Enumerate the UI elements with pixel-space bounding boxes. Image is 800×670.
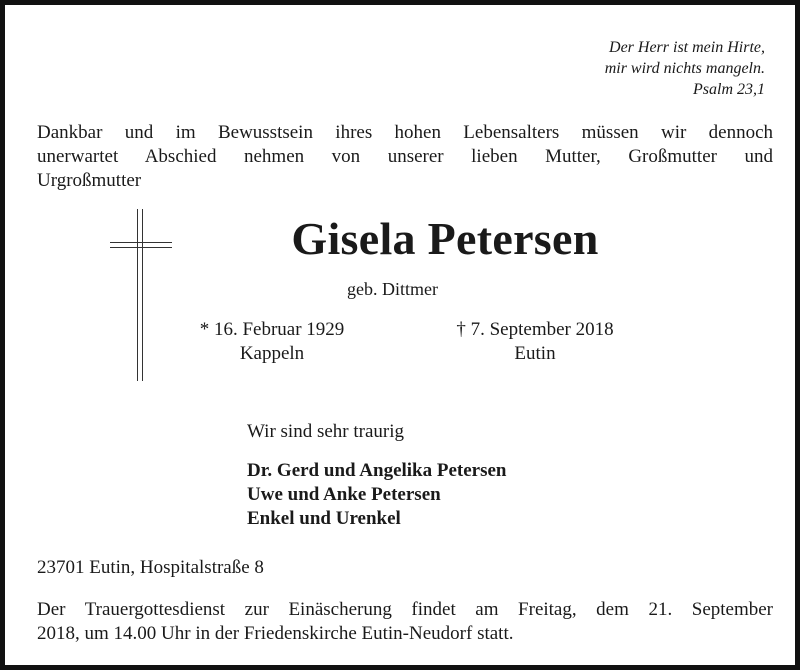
psalm-line-2: mir wird nichts mangeln. (604, 60, 765, 77)
service-line-2: 2018, um 14.00 Uhr in der Friedenskirche Eutin-Neudorf statt. (37, 623, 514, 644)
intro-text (37, 121, 773, 193)
service-line-1: Der Trauergottesdienst zur Einäscherung findet am Freitag, dem 21. September (37, 599, 773, 620)
deceased-name: Gisela Petersen (291, 213, 599, 264)
intro-line-3: Urgroßmutter (37, 170, 142, 191)
mourner-name: Uwe und Anke Petersen (247, 484, 441, 505)
mourner-name: Dr. Gerd und Angelika Petersen (247, 460, 507, 481)
mourners-list (247, 459, 507, 531)
psalm-quote (605, 37, 765, 100)
mourning-statement: Wir sind sehr traurig (247, 421, 405, 442)
cross-icon (110, 209, 172, 381)
death-info (430, 318, 640, 366)
maiden-name: geb. Dittmer (347, 279, 438, 299)
intro-line-1: Dankbar und im Bewusstsein ihres hohen Lebensalters müssen wir dennoch (37, 122, 773, 143)
death-date: † 7. September 2018 (456, 319, 614, 340)
birth-info (177, 318, 367, 366)
intro-line-2: unerwartet Abschied nehmen von unserer lieben Mutter, Großmutter und (37, 146, 773, 167)
psalm-line-1: Der Herr ist mein Hirte, (609, 39, 765, 56)
mourner-name: Enkel und Urenkel (247, 508, 401, 529)
address: 23701 Eutin, Hospitalstraße 8 (37, 557, 264, 578)
birth-date: * 16. Februar 1929 (199, 319, 345, 340)
service-info (37, 598, 773, 646)
psalm-reference: Psalm 23,1 (693, 81, 765, 98)
death-place: Eutin (514, 343, 556, 364)
birth-place: Kappeln (239, 343, 305, 364)
